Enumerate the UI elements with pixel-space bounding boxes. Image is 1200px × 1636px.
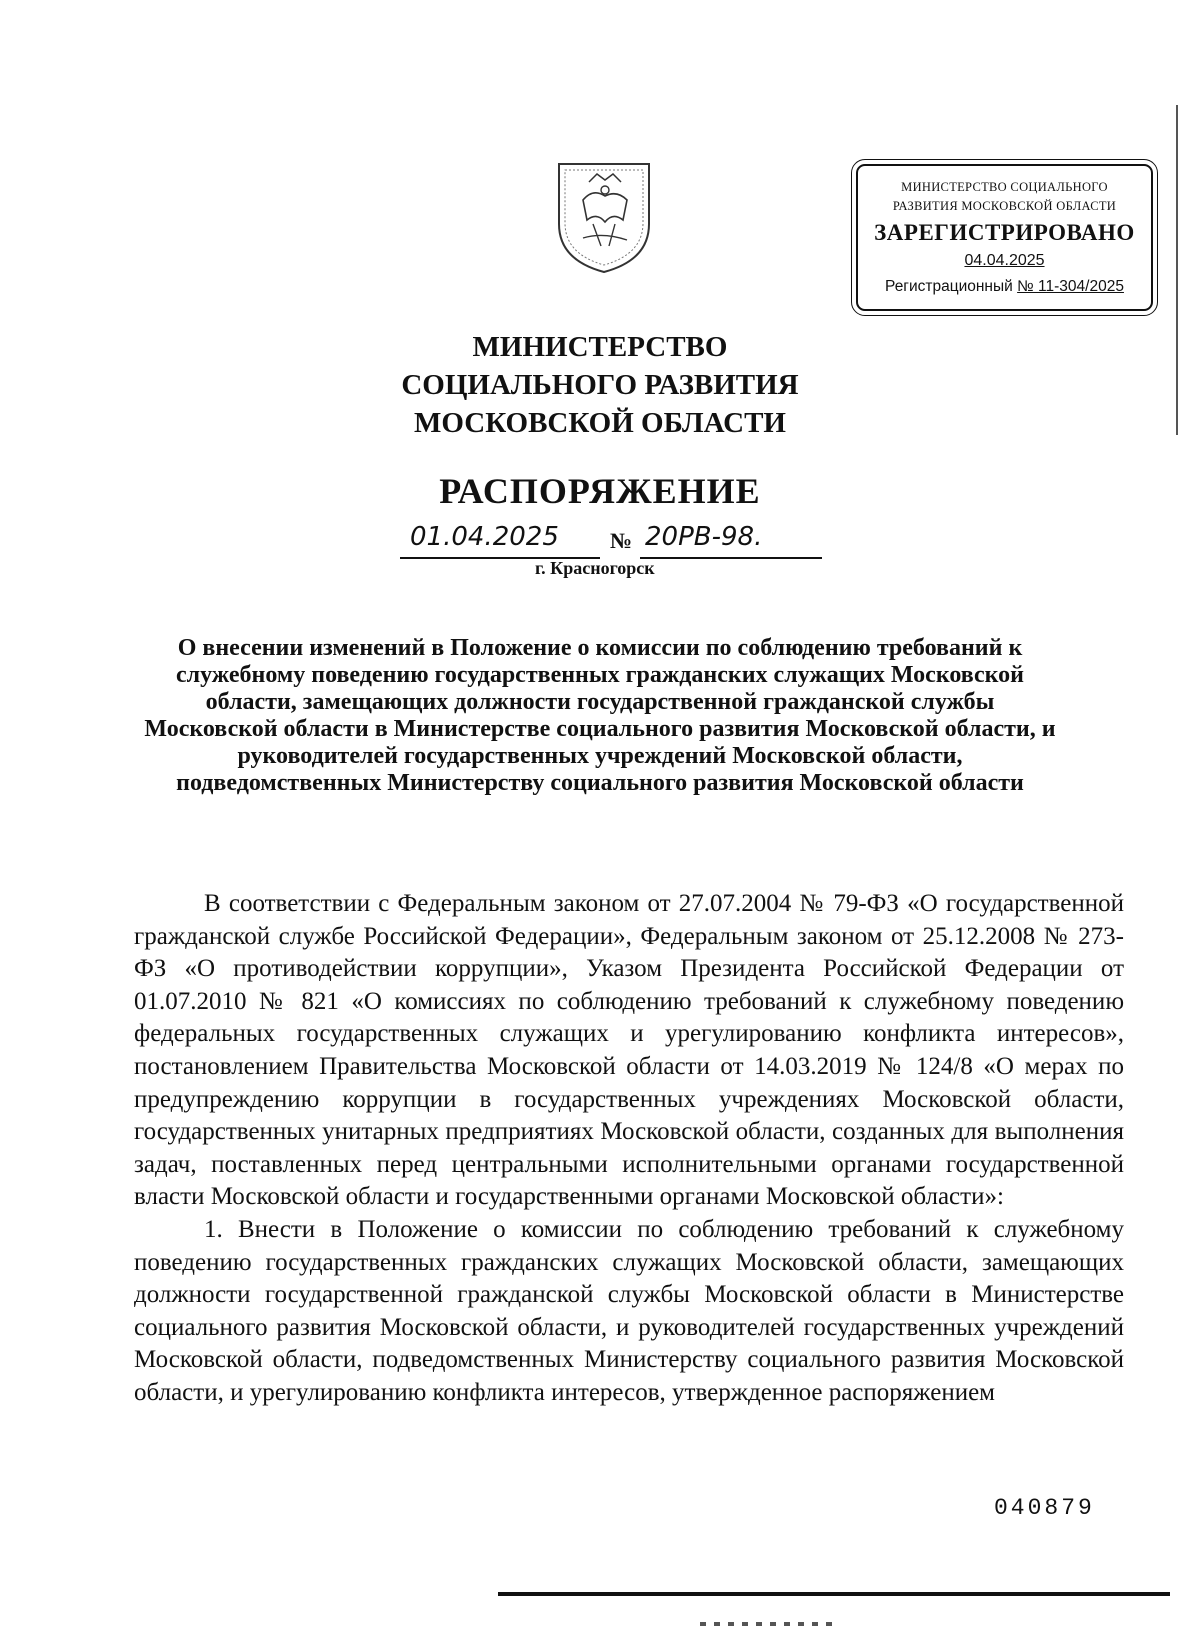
stamp-status: ЗАРЕГИСТРИРОВАНО	[874, 220, 1135, 245]
city: г. Красногорск	[535, 558, 655, 578]
stamp-date: 04.04.2025	[964, 252, 1045, 269]
stamp-reg	[858, 278, 1151, 296]
body-paragraph-1: В соответствии с Федеральным законом от 27.07.2004 № 79-ФЗ «О государственной гражданской службе Российской Федерации», Федеральным законом от 25.12.2008 № 273-ФЗ «О противодействии коррупции», Указом Президента Российской Федерации от 01.07.2010 № 821 «О комиссиях по соблюдению требований к служебному поведению федеральных государственных служащих и урегулированию конфликта интересов», постановлением Правительства Московской области от 14.03.2019 № 124/8 «О мерах по предупреждению коррупции в государственных учреждениях Московской области, государственных унитарных предприятиях Московской области, созданных для выполнения задач, поставленных перед центральными исполнительными органами государственной власти Московской области и государственными органами Московской области»:	[134, 890, 1124, 1211]
stamp-org-line2: РАЗВИТИЯ МОСКОВСКОЙ ОБЛАСТИ	[892, 199, 1117, 213]
ministry-line3: МОСКОВСКОЙ ОБЛАСТИ	[413, 407, 786, 439]
stamp-reg-label: Регистрационный	[885, 278, 1013, 295]
scan-edge-line	[1176, 105, 1178, 435]
number-sign: №	[610, 528, 633, 553]
stamp-org-line1: МИНИСТЕРСТВО СОЦИАЛЬНОГО	[901, 180, 1108, 194]
document-body	[134, 888, 1124, 1410]
registration-stamp	[856, 164, 1153, 311]
bottom-rule	[498, 1592, 1170, 1596]
document-subject: О внесении изменений в Положение о комиссии по соблюдению требований к служебному поведению государственных гражданских служащих Московской области, замещающих должности государственной гражданской службы Московской области в Министерстве социального развития Московской области, и руководителей государственных учреждений Московской области, подведомственных Министерству социального развития Московской области	[144, 635, 1056, 796]
ministry-line1: МИНИСТЕРСТВО	[472, 331, 728, 363]
ministry-title	[350, 328, 850, 442]
body-paragraph-2: 1. Внести в Положение о комиссии по соблюдению требований к служебному поведению государственных гражданских служащих Московской области, замещающих должности государственной гражданской службы Московской области в Министерстве социального развития Московской области, и руководителей государственных учреждений Московской области, подведомственных Министерству социального развития Московской области, и урегулированию конфликта интересов, утвержденное распоряжением	[134, 1215, 1124, 1406]
document-type: РАСПОРЯЖЕНИЕ	[439, 471, 761, 511]
stamp-reg-number: № 11-304/2025	[1017, 278, 1124, 295]
ministry-line2: СОЦИАЛЬНОГО РАЗВИТИЯ	[401, 369, 799, 401]
scan-artifact	[700, 1622, 840, 1626]
coat-of-arms-icon	[553, 160, 655, 276]
number-underline	[640, 557, 822, 559]
page-code: 040879	[994, 1495, 1095, 1521]
handwritten-date: 01.04.2025	[410, 522, 559, 552]
handwritten-number: 20РВ-98.	[645, 522, 763, 552]
